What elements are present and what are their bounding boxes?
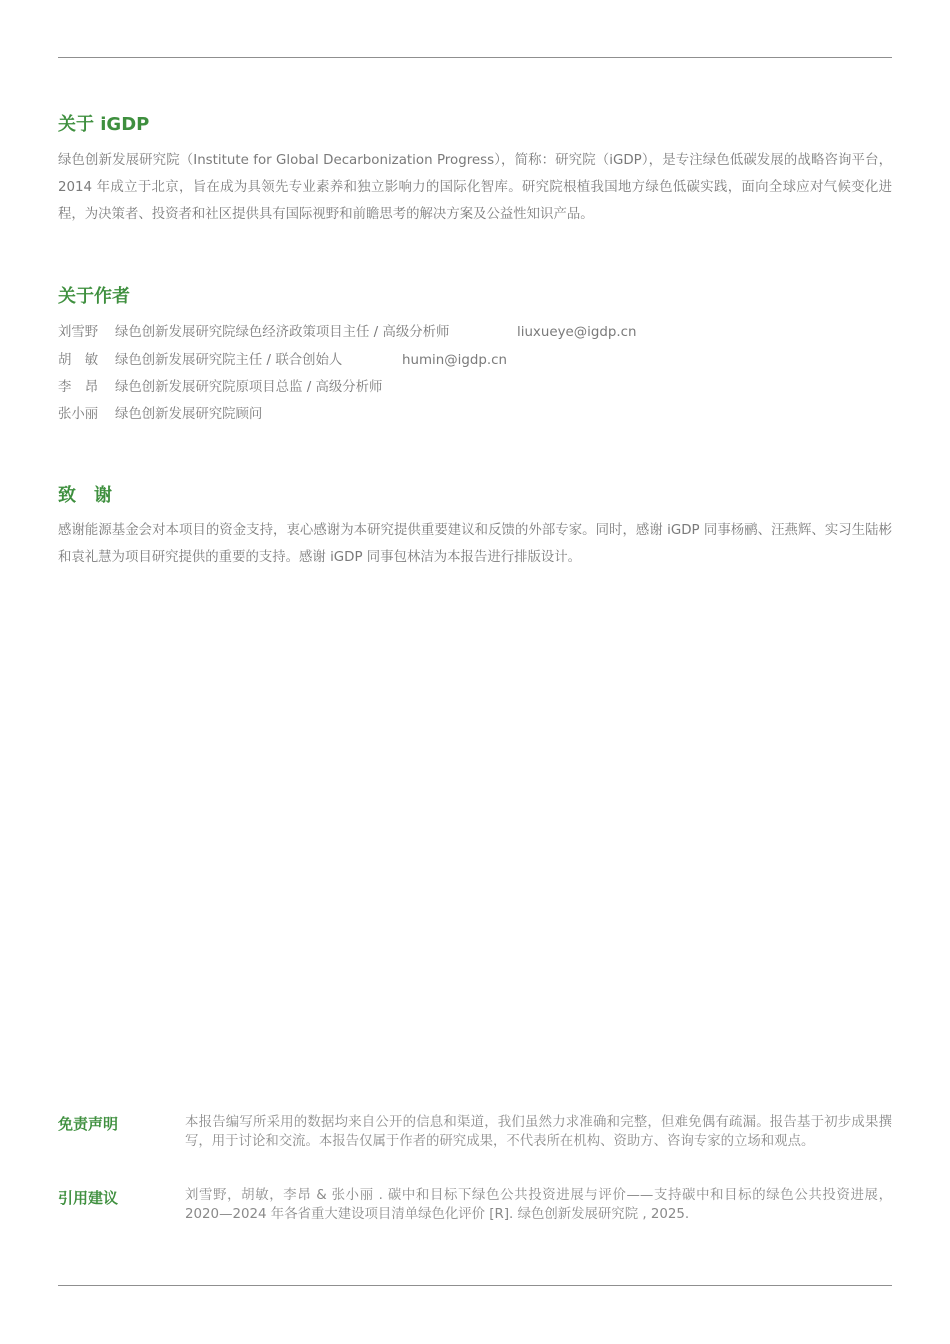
author-role: 绿色创新发展研究院主任 / 联合创始人 — [115, 353, 343, 368]
author-row — [58, 374, 892, 401]
about-igdp-paragraph: 绿色创新发展研究院（Institute for Global Decarbonization Progress），简称：研究院（iGDP），是专注绿色低碳发展的战略咨询平台，2014 年成立于北京，旨在成为具领先专业素养和独立影响力的国际化智库。研究院根植我国地方绿色低碳实践，面向全球应对气候变化进程，为决策者、投资者和社区提供具有国际视野和前瞻思考的解决方案及公益性知识产品。 — [58, 153, 892, 222]
author-row — [58, 347, 892, 374]
bottom-divider — [58, 1285, 892, 1286]
citation-text: 刘雪野，胡敏，李昂 & 张小丽 . 碳中和目标下绿色公共投资进展与评价——支持碳中和目标的绿色公共投资进展，2020—2024 年各省重大建设项目清单绿色化评价 [R]. 绿色创新发展研究院 , 2025. — [185, 1188, 892, 1222]
author-role: 绿色创新发展研究院原项目总监 / 高级分析师 — [115, 380, 383, 395]
author-name: 李 昂 — [58, 380, 99, 395]
author-role: 绿色创新发展研究院绿色经济政策项目主任 / 高级分析师 — [115, 325, 450, 340]
citation-label: 引用建议 — [58, 1189, 119, 1207]
about-igdp-heading: 关于 iGDP — [58, 114, 150, 135]
acknowledgements-paragraph: 感谢能源基金会对本项目的资金支持，衷心感谢为本研究提供重要建议和反馈的外部专家。同时，感谢 iGDP 同事杨鹂、汪燕辉、实习生陆彬和袁礼慧为项目研究提供的重要的支持。感谢 iGDP 同事包林洁为本报告进行排版设计。 — [58, 523, 892, 565]
top-divider — [58, 57, 892, 58]
author-row — [58, 401, 892, 428]
about-authors-heading: 关于作者 — [58, 286, 130, 307]
acknowledgements-heading: 致 谢 — [58, 485, 112, 506]
author-name: 刘雪野 — [58, 325, 99, 340]
author-role: 绿色创新发展研究院顾问 — [115, 407, 263, 422]
disclaimer-label: 免责声明 — [58, 1115, 119, 1133]
author-name: 胡 敏 — [58, 353, 99, 368]
author-email[interactable]: liuxueye@igdp.cn — [517, 325, 637, 340]
author-row — [58, 319, 892, 346]
author-name: 张小丽 — [58, 407, 99, 422]
author-email[interactable]: humin@igdp.cn — [402, 353, 507, 368]
disclaimer-text: 本报告编写所采用的数据均来自公开的信息和渠道，我们虽然力求准确和完整，但难免偶有疏漏。报告基于初步成果撰写，用于讨论和交流。本报告仅属于作者的研究成果，不代表所在机构、资助方、咨询专家的立场和观点。 — [185, 1115, 892, 1149]
